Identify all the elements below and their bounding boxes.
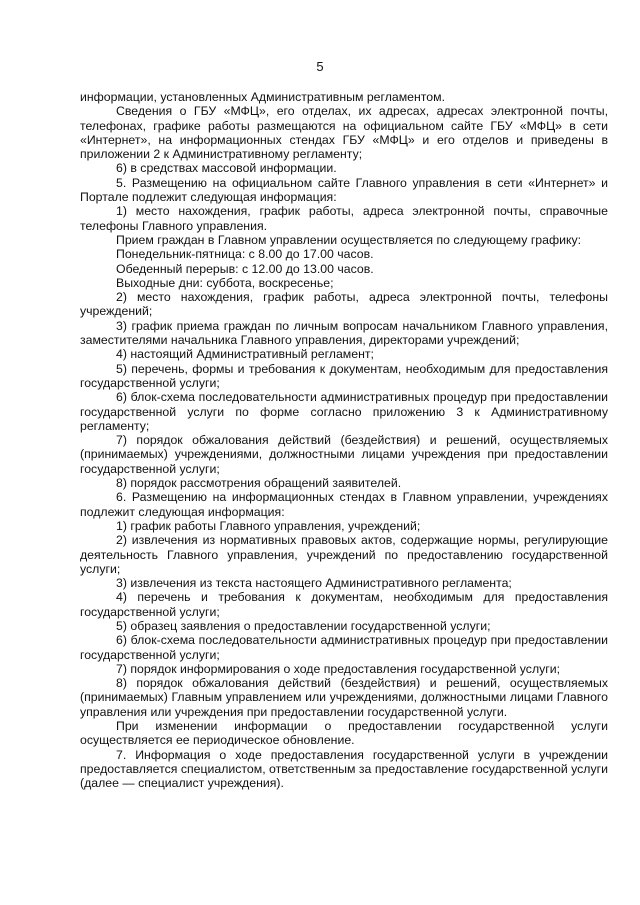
paragraph: 3) график приема граждан по личным вопросам начальником Главного управления, заместителями начальника Главного управления, директорами учреждений; bbox=[80, 318, 608, 348]
paragraph: 2) место нахождения, график работы, адреса электронной почты, телефоны учреждений; bbox=[80, 290, 608, 319]
document-body bbox=[80, 90, 608, 791]
paragraph: Обеденный перерыв: с 12.00 до 13.00 часов. bbox=[116, 261, 374, 276]
page-number: 5 bbox=[316, 59, 324, 74]
paragraph: Сведения о ГБУ «МФЦ», его отделах, их адресах, адресах электронной почты, телефонах, графике работы размещаются на официальном сайте ГБУ «МФЦ» в сети «Интернет», на информационных стендах ГБУ «МФЦ» и его отделов и приведены в приложении 2 к Административному регламенту; bbox=[80, 104, 608, 162]
paragraph: 1) место нахождения, график работы, адреса электронной почты, справочные телефоны Главного управления. bbox=[80, 204, 608, 233]
paragraph: 7) порядок информирования о ходе предоставления государственной услуги; bbox=[116, 661, 561, 676]
paragraph: Понедельник-пятница: с 8.00 до 17.00 часов. bbox=[116, 247, 374, 262]
paragraph: 7) порядок обжалования действий (бездействия) и решений, осуществляемых (принимаемых) учреждениями, должностными лицами учреждения при предоставлении государственной услуги; bbox=[80, 433, 608, 476]
paragraph: 1) график работы Главного управления, учреждений; bbox=[116, 518, 421, 533]
paragraph: 5) образец заявления о предоставлении государственной услуги; bbox=[116, 618, 491, 633]
paragraph: 8) порядок рассмотрения обращений заявителей. bbox=[116, 476, 402, 491]
paragraph: 5. Размещению на официальном сайте Главного управления в сети «Интернет» и Портале подлежит следующая информация: bbox=[80, 175, 608, 205]
paragraph: 4) настоящий Административный регламент; bbox=[116, 347, 374, 362]
paragraph: 5) перечень, формы и требования к документам, необходимым для предоставления государственной услуги; bbox=[80, 361, 608, 390]
paragraph: Прием граждан в Главном управлении осуществляется по следующему графику: bbox=[116, 232, 582, 247]
paragraph: 6) блок-схема последовательности административных процедур при предоставлении государственной услуги по форме согласно приложению 3 к Административному регламенту; bbox=[80, 390, 608, 433]
paragraph: 3) извлечения из текста настоящего Административного регламента; bbox=[116, 576, 512, 591]
paragraph: 6) блок-схема последовательности административных процедур при предоставлении государственной услуги; bbox=[80, 633, 608, 662]
paragraph: Выходные дни: суббота, воскресенье; bbox=[116, 275, 334, 290]
paragraph: информации, установленных Административным регламентом. bbox=[80, 90, 446, 104]
paragraph: 2) извлечения из нормативных правовых актов, содержащие нормы, регулирующие деятельность Главного управления, учреждений по предоставлению государственной услуги; bbox=[80, 533, 608, 576]
paragraph: 6. Размещению на информационных стендах в Главном управлении, учреждениях подлежит следующая информация: bbox=[80, 490, 608, 519]
paragraph: 7. Информация о ходе предоставления государственной услуги в учреждении предоставляется специалистом, ответственным за предоставление государственной услуги (далее — специалист учреждения). bbox=[80, 747, 608, 791]
paragraph: 6) в средствах массовой информации. bbox=[116, 161, 337, 176]
paragraph: 8) порядок обжалования действий (бездействия) и решений, осуществляемых (принимаемых) Главным управлением или учреждениями, должностными лицами Главного управления или учреждения при предоставлении государственной услуги. bbox=[80, 676, 608, 719]
paragraph: 4) перечень и требования к документам, необходимым для предоставления государственной услуги; bbox=[80, 590, 608, 619]
paragraph: При изменении информации о предоставлении государственной услуги осуществляется ее периодическое обновление. bbox=[80, 719, 608, 748]
